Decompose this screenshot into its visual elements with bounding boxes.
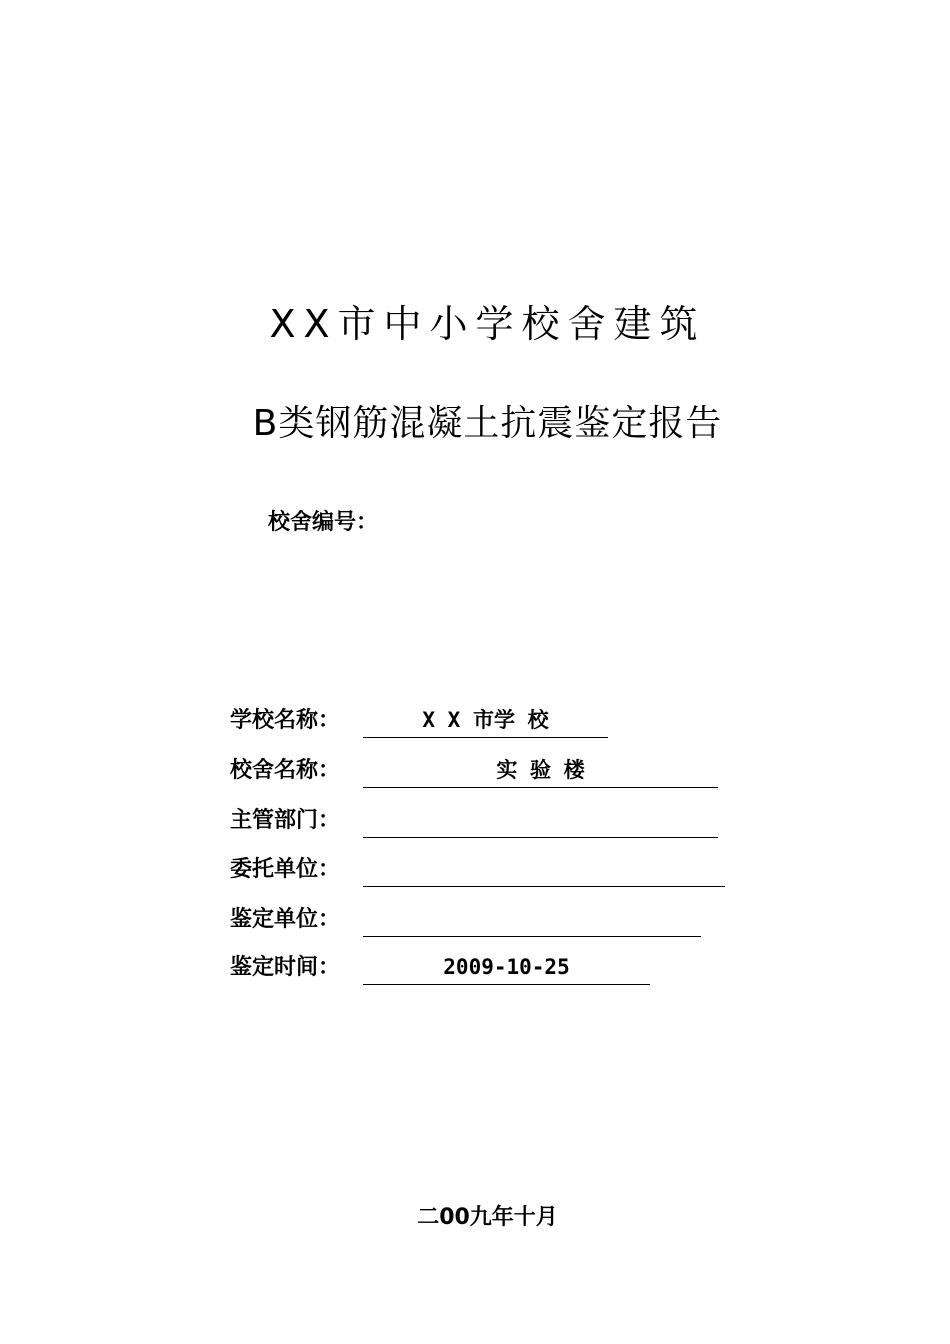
field-label: 鉴定单位： <box>230 907 341 932</box>
field-label: 鉴定时间： <box>230 955 341 980</box>
field-value <box>363 852 725 887</box>
field-value: X X 市学 校 <box>363 703 608 738</box>
field-label: 校舍名称： <box>230 758 341 783</box>
field-label: 主管部门： <box>230 808 341 833</box>
field-label: 学校名称： <box>230 708 341 733</box>
field-value <box>363 803 718 838</box>
field-value <box>363 902 701 937</box>
building-id-label: 校舍编号： <box>268 510 379 535</box>
report-title-line2: B类钢筋混凝土抗震鉴定报告 <box>252 403 723 444</box>
footer-date: 二00九年十月 <box>417 1205 558 1230</box>
field-value: 实 验 楼 <box>363 753 718 788</box>
field-label: 委托单位： <box>230 857 341 882</box>
report-title-line1: XX市中小学校舍建筑 <box>269 302 706 346</box>
field-value: 2009-10-25 <box>363 950 650 985</box>
